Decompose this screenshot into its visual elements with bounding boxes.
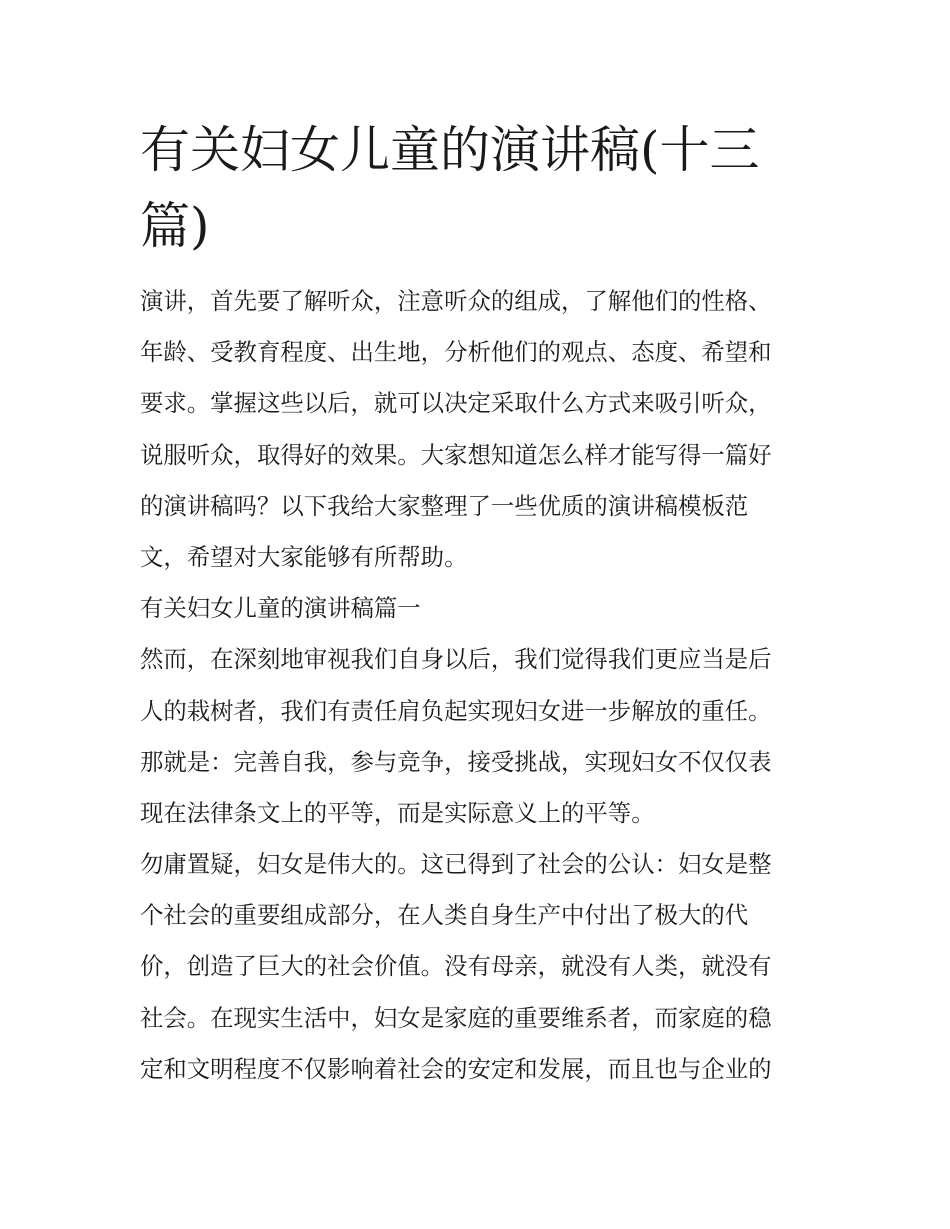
- intro-paragraph-line: 文，希望对大家能够有所帮助。: [140, 542, 468, 571]
- paragraph-line: 个社会的重要组成部分，在人类自身生产中付出了极大的代: [140, 901, 749, 930]
- paragraph-line: 价，创造了巨大的社会价值。没有母亲，就没有人类，就没有: [140, 952, 772, 981]
- title-line: 有关妇女儿童的演讲稿(十三: [140, 121, 760, 179]
- title-line: 篇): [140, 197, 210, 255]
- paragraph-line: 然而，在深刻地审视我们自身以后，我们觉得我们更应当是后: [140, 645, 772, 674]
- paragraph-line: 现在法律条文上的平等，而是实际意义上的平等。: [140, 798, 655, 827]
- document-body: [140, 276, 816, 1095]
- intro-paragraph-line: 演讲，首先要了解听众，注意听众的组成，了解他们的性格、: [140, 287, 772, 315]
- paragraph-line: 社会。在现实生活中，妇女是家庭的重要维系者，而家庭的稳: [140, 1003, 772, 1032]
- intro-paragraph-line: 的演讲稿吗？以下我给大家整理了一些优质的演讲稿模板范: [140, 491, 749, 520]
- paragraph-line: 人的栽树者，我们有责任肩负起实现妇女进一步解放的重任。: [140, 696, 772, 725]
- paragraph-line: 定和文明程度不仅影响着社会的安定和发展，而且也与企业的: [140, 1054, 772, 1083]
- section-heading: 有关妇女儿童的演讲稿篇一: [140, 594, 421, 623]
- paragraph-line: 勿庸置疑，妇女是伟大的。这已得到了社会的公认：妇女是整: [140, 850, 772, 879]
- intro-paragraph-line: 说服听众，取得好的效果。大家想知道怎么样才能写得一篇好: [140, 440, 772, 469]
- paragraph-line: 那就是：完善自我，参与竞争，接受挑战，实现妇女不仅仅表: [140, 747, 772, 776]
- intro-paragraph-line: 年龄、受教育程度、出生地，分析他们的观点、态度、希望和: [140, 338, 772, 367]
- intro-paragraph-line: 要求。掌握这些以后，就可以决定采取什么方式来吸引听众，: [140, 389, 772, 418]
- document-title: [140, 112, 800, 264]
